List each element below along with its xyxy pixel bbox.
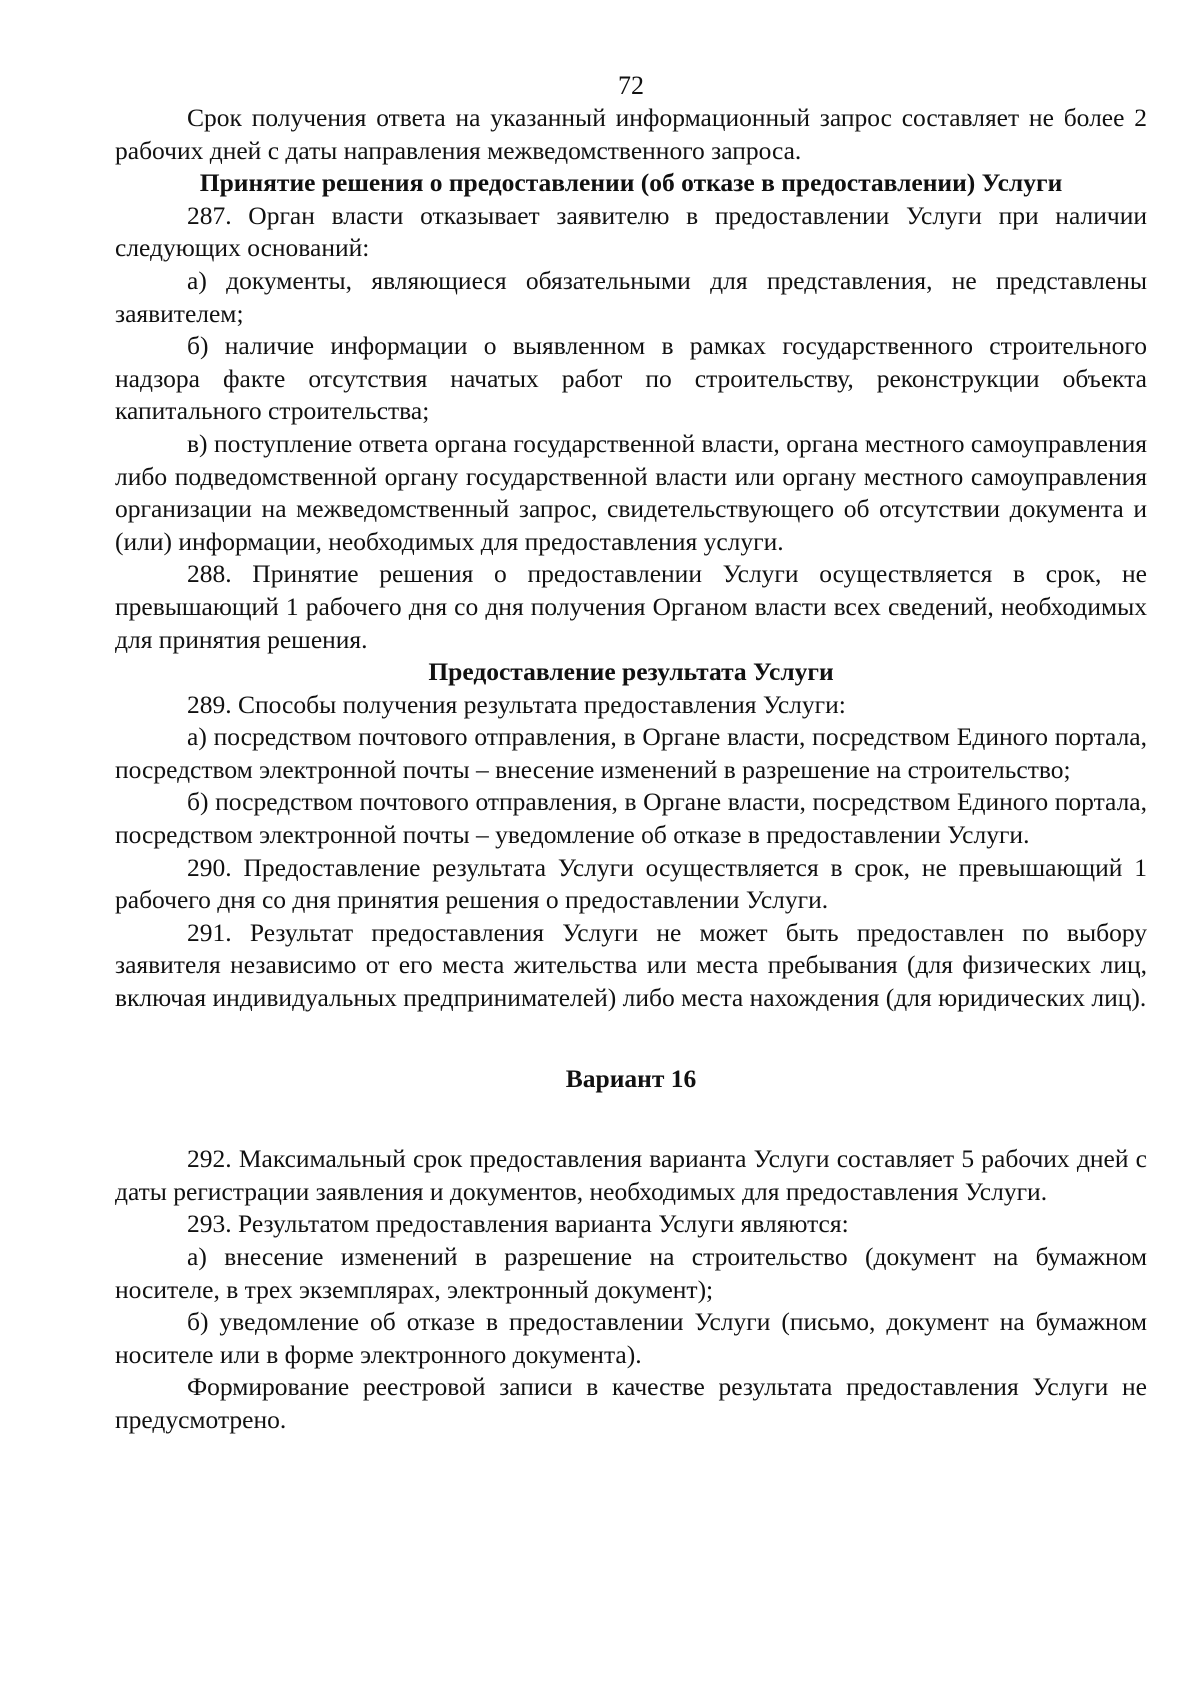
paragraph-287-a: а) документы, являющиеся обязательными для представления, не представлены заявителем; (115, 265, 1147, 328)
paragraph-registry-record: Формирование реестровой записи в качестве результата предоставления Услуги не предусмотрено. (115, 1372, 1147, 1434)
paragraph-288: 288. Принятие решения о предоставлении Услуги осуществляется в срок, не превышающий 1 рабочего дня со дня получения Органом власти всех сведений, необходимых для принятия решения. (115, 559, 1147, 654)
paragraph-289-a: а) посредством почтового отправления, в Органе власти, посредством Единого портала, посредством электронной почты – внесение изменений в разрешение на строительство; (115, 722, 1147, 784)
section-heading-result: Предоставление результата Услуги (428, 657, 834, 687)
document-page (115, 70, 1147, 1437)
paragraph-293-a: а) внесение изменений в разрешение на строительство (документ на бумажном носителе, в трех экземплярах, электронный документ); (115, 1242, 1147, 1304)
paragraph-292: 292. Максимальный срок предоставления варианта Услуги составляет 5 рабочих дней с даты регистрации заявления и документов, необходимых для предоставления Услуги. (115, 1144, 1147, 1206)
paragraph-290: 290. Предоставление результата Услуги осуществляется в срок, не превышающий 1 рабочего дня со дня принятия решения о предоставлении Услуги. (115, 852, 1147, 915)
paragraph-293: 293. Результатом предоставления варианта Услуги являются: (187, 1209, 849, 1239)
paragraph-293-b: б) уведомление об отказе в предоставлении Услуги (письмо, документ на бумажном носителе или в форме электронного документа). (115, 1307, 1147, 1369)
section-heading-decision: Принятие решения о предоставлении (об отказе в предоставлении) Услуги (199, 168, 1063, 198)
paragraph-287-v: в) поступление ответа органа государственной власти, органа местного самоуправления либо подведомственной органу государственной власти или органу местного самоуправления организации на межведомственный запрос, свидетельствующего об отсутствии документа и (или) информации, необходимых для предоставления услуги. (115, 428, 1147, 556)
paragraph-response-term: Срок получения ответа на указанный информационный запрос составляет не более 2 рабочих дней с даты направления межведомственного запроса. (115, 103, 1147, 165)
paragraph-289-b: б) посредством почтового отправления, в Органе власти, посредством Единого портала, посредством электронной почты – уведомление об отказе в предоставлении Услуги. (115, 787, 1147, 850)
variant-heading: Вариант 16 (565, 1063, 697, 1093)
paragraph-287: 287. Орган власти отказывает заявителю в предоставлении Услуги при наличии следующих оснований: (115, 200, 1147, 263)
paragraph-289: 289. Способы получения результата предоставления Услуги: (187, 689, 846, 719)
paragraph-287-b: б) наличие информации о выявленном в рамках государственного строительного надзора факте отсутствия начатых работ по строительству, реконструкции объекта капитального строительства; (115, 331, 1147, 426)
paragraph-291: 291. Результат предоставления Услуги не может быть предоставлен по выбору заявителя независимо от его места жительства или места пребывания (для физических лиц, включая индивидуальных предпринимателей) либо места нахождения (для юридических лиц). (115, 917, 1147, 1013)
page-number: 72 (618, 71, 644, 100)
